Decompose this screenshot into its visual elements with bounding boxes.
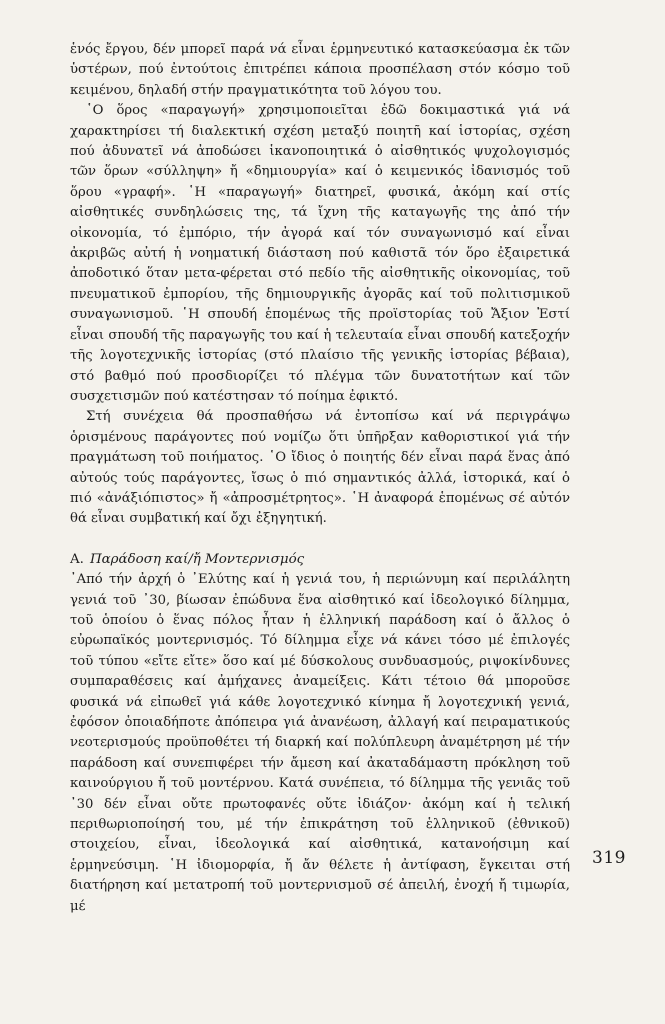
section-number: Α. xyxy=(70,551,84,567)
paragraph-tradition-modernism: ᾿Από τήν ἀρχή ὁ ᾿Ελύτης καί ἡ γενιά του, ἡ περιώνυμη καί περιλάλητη γενιά τοῦ ᾿30, βίωσαν ἐπώδυνα ἕνα αἰσθητικό καί ἰδεολογικό δίλημμα, τοῦ ὁποίου ὁ ἕνας πόλος ἦταν ἡ ἑλληνική παράδοση καί ὁ ἄλλος ὁ εὐρωπαϊκός μοντερνισμός. Τό δίλημμα εἶχε νά κάνει τόσο μέ ἐπιλογές τοῦ τύπου «εἴτε εἴτε» ὅσο καί μέ δύσκολους συνδυασμούς, ριψοκίνδυνες συμπαραθέσεις καί ἀμήχανες ἀναμείξεις. Κάτι τέτοιο θά μποροῦσε φυσικά νά εἰπωθεῖ γιά κάθε λογοτεχνικό κίνημα ἤ λογοτεχνική γενιά, ἐφόσον ὁποιαδήποτε ἀπόπειρα γιά ἀνανέωση, ἀλλαγή καί πειραματικούς νεοτερισμούς προϋποθέτει τή διαρκή καί πολύπλευρη ἀναμέτρηση μέ τήν παράδοση καί συνεπιφέρει τήν ἄμεση καί ἀκαταδάμαστη πρόκληση τοῦ καινούργιου ἤ τοῦ μοντέρνου. Κατά συνέπεια, τό δίλημμα τῆς γενιᾶς τοῦ ᾿30 δέν εἶναι οὔτε πρωτοφανές οὔτε ἰδιάζον· ἀκόμη καί ἡ τελική περιθωριοποίησή του, μέ τήν ἐπικράτηση τοῦ ἑλληνικοῦ (ἐθνικοῦ) στοιχείου, εἶναι, ἰδεολογικά καί αἰσθητικά, κατανοήσιμη καί ἑρμηνεύσιμη. ῾Η ἰδιομορφία, ἤ ἄν θέλετε ἡ ἀντίφαση, ἔγκειται στή διατήρηση καί μετατροπή τοῦ μοντερνισμοῦ σέ ἀπειλή, ἐνοχή ἤ τιμωρία, μέ xyxy=(70,572,570,914)
paragraph-factors: Στή συνέχεια θά προσπαθήσω νά ἐντοπίσω καί νά περιγράψω ὁρισμένους παράγοντες πού νομίζω ὅτι ὑπῆρξαν καθοριστικοί γιά τήν πραγμάτωση τοῦ ποιήματος. ῾Ο ἴδιος ὁ ποιητής δέν εἶναι παρά ἕνας ἀπό αὐτούς τούς παράγοντες, ἴσως ὁ πιό σημαντικός ἀλλά, ἱστορικά, καί ὁ πιό «ἀνάξιόπιστος» ἤ «ἀπροσμέτρητος». ῾Η ἀναφορά ἑπομένως σέ αὐτόν θά εἶναι συμβατική καί ὄχι ἐξηγητική. xyxy=(70,409,570,527)
page-number: 319 xyxy=(592,848,626,868)
section-title: Παράδοση καί/ἤ Μοντερνισμός xyxy=(89,551,305,567)
body-text xyxy=(70,40,570,917)
paragraph-continuation: ἑνός ἔργου, δέν μπορεῖ παρά νά εἶναι ἑρμηνευτικό κατασκεύασμα ἐκ τῶν ὑστέρων, πού ἐντούτοις ἐπιτρέπει κάποια προσπέλαση στόν κόσμο τοῦ κειμένου, δηλαδή στήν πραγματικότητα τοῦ λόγου του. xyxy=(70,42,570,98)
paragraph-production-term: ῾Ο ὅρος «παραγωγή» χρησιμοποιεῖται ἐδῶ δοκιμαστικά γιά νά χαρακτηρίσει τή διαλεκτική σχέση μεταξύ ποιητῆ καί ἱστορίας, σχέση πού ἀδυνατεῖ νά ἀποδώσει ἱκανοποιητικά ὁ αἰσθητικός ψυχολογισμός τῶν ὅρων «σύλληψη» ἤ «δημιουργία» καί ὁ κειμενικός ἰδανισμός τοῦ ὅρου «γραφή». ῾Η «παραγωγή» διατηρεῖ, φυσικά, ἀκόμη καί στίς αἰσθητικές συνδηλώσεις της, τά ἴχνη τῆς καταγωγῆς της ἀπό τήν οἰκονομία, τό ἐμπόριο, τήν ἀγορά καί τόν συναγωνισμό καί εἶναι ἀκριβῶς αὐτή ἡ νοηματική διάσταση πού καθιστᾶ τόν ὅρο ἐξαιρετικά ἀποδοτικό ὅταν μετα-φέρεται στό πεδίο τῆς αἰσθητικῆς οἰκονομίας, τοῦ πνευματικοῦ ἐμπορίου, τῆς δημιουργικῆς ἀγορᾶς καί τοῦ πολιτισμικοῦ συναγωνισμοῦ. ῾Η σπουδή ἑπομένως τῆς προϊστορίας τοῦ Ἄξιον Ἐστί εἶναι σπουδή τῆς παραγωγῆς του καί ἡ τελευταία εἶναι σπουδή κατεξοχήν τῆς λογοτεχνικῆς ἱστορίας (στό πλαίσιο τῆς γενικῆς ἱστορίας βέβαια), στό βαθμό πού προσδιορίζει τό πλέγμα τῶν δυνατοτήτων καί τῶν συσχετισμῶν πού κατέστησαν τό ποίημα ἐφικτό. xyxy=(70,103,570,404)
section-heading xyxy=(70,550,570,570)
